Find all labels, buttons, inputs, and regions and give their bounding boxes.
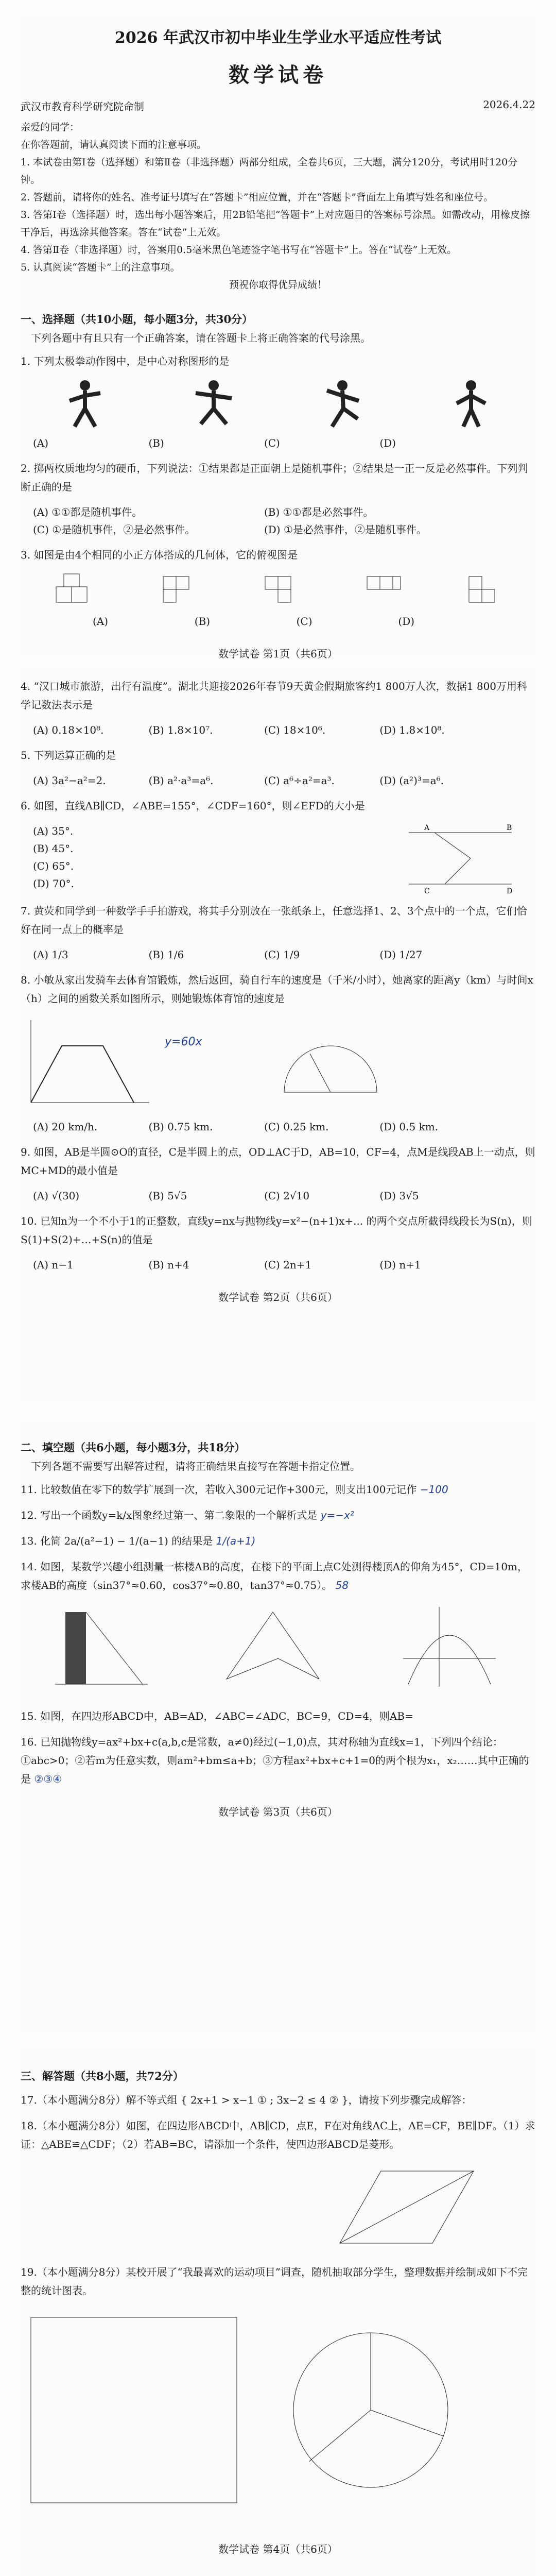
question-11 bbox=[21, 1480, 535, 1499]
q5-options bbox=[33, 772, 535, 789]
q6-option-a: (A) 35°. bbox=[33, 825, 74, 837]
view-d-icon bbox=[464, 571, 505, 607]
note-6: 预祝你取得优异成绩！ bbox=[229, 279, 327, 291]
q1-option-a: (A) bbox=[33, 437, 49, 449]
q4-option-d: (D) 1.8×10⁸. bbox=[379, 724, 445, 736]
q8-distance-time-graph-icon bbox=[21, 1015, 154, 1108]
q10-option-a: (A) n−1 bbox=[33, 1259, 74, 1271]
q4-option-b: (B) 1.8×10⁷. bbox=[148, 724, 213, 736]
q2-options bbox=[33, 503, 535, 538]
note-0: 在你答题前，请认真阅读下面的注意事项。 bbox=[21, 139, 207, 150]
q14-answer: 58 bbox=[335, 1579, 349, 1591]
question-18: 18.（本小题满分8分）如图，在四边形ABCD中，AB∥CD，点E，F在对角线AC上，AE=CF，BE∥DF。（1）求证：△ABE≌△CDF；（2）若AB=BC，请添加一个条件，使四边形ABCD是菱形。 bbox=[21, 2120, 535, 2150]
q7-option-a: (A) 1/3 bbox=[33, 948, 68, 961]
note-5: 5. 认真阅读“答题卡”上的注意事项。 bbox=[21, 262, 180, 273]
exam-notes bbox=[21, 118, 535, 294]
question-5: 5. 下列运算正确的是 bbox=[21, 749, 116, 761]
exam-sheet-4 bbox=[21, 2050, 535, 2576]
note-3: 3. 答第Ⅰ卷（选择题）时，选出每小题答案后，用2B铅笔把“答题卡”上对应题目的答案标号涂黑。如需改动，用橡皮擦干净后，再选涂其他答案。答在“试卷”上无效。 bbox=[21, 209, 530, 238]
page-3-footer: 数学试卷 第3页（共6页） bbox=[218, 1806, 338, 1818]
question-13 bbox=[21, 1532, 535, 1550]
question-6: 6. 如图，直线AB∥CD，∠ABE=155°，∠CDF=160°，则∠EFD的大小是 bbox=[21, 800, 365, 812]
q10-option-d: (D) n+1 bbox=[379, 1259, 421, 1271]
question-1: 1. 下列太极拳动作图中，是中心对称图形的是 bbox=[21, 355, 230, 367]
q15-quadrilateral-figure-icon bbox=[216, 1602, 329, 1689]
q3-option-d: (D) bbox=[398, 615, 415, 628]
q3-option-b: (B) bbox=[194, 615, 211, 628]
question-19: 19.（本小题满分8分）某校开展了“我最喜欢的运动项目”调查，随机抽取部分学生，整理数据并绘制成如下不完整的统计图表。 bbox=[21, 2266, 528, 2297]
section-3-heading: 三、解答题（共8小题，共72分） bbox=[21, 2070, 184, 2082]
notes-title: 亲爱的同学： bbox=[21, 122, 80, 133]
q3-option-a: (A) bbox=[93, 615, 109, 628]
note-2: 2. 答题前，请将你的姓名、准考证号填写在“答题卡”相应位置，并在“答题卡”背面左上角填写姓名和座位号。 bbox=[21, 192, 494, 203]
q2-option-d: (D) ①是必然事件，②是随机事件。 bbox=[264, 523, 427, 536]
q7-option-b: (B) 1/6 bbox=[148, 948, 184, 961]
question-9: 9. 如图，AB是半圆⊙O的直径，C是半圆上的点，OD⊥AC于D，AB=10，CF=4，点M是线段AB上一动点，则MC+MD的最小值是 bbox=[21, 1146, 535, 1177]
q5-option-c: (C) a⁶÷a²=a³. bbox=[264, 774, 335, 787]
section-2-instructions: 下列各题不需要写出解答过程，请将正确结果直接写在答题卡指定位置。 bbox=[31, 1460, 360, 1472]
section-1-instructions: 下列各题中有且只有一个正确答案，请在答题卡上将正确答案的代号涂黑。 bbox=[31, 332, 371, 344]
page-1-footer: 数学试卷 第1页（共6页） bbox=[218, 648, 338, 660]
taichi-figure-a-icon bbox=[64, 378, 106, 429]
q14-15-figures bbox=[21, 1602, 535, 1700]
question-7: 7. 黄荧和同学到一种数学手手拍游戏，将其手分别放在一张纸条上，任意选择1、2、3个点中的一个点，它们恰好在同一点上的概率是 bbox=[21, 905, 527, 936]
q9-option-c: (C) 2√10 bbox=[264, 1190, 310, 1202]
q13-text: 13. 化简 2a/(a²−1) − 1/(a−1) 的结果是 bbox=[21, 1535, 213, 1547]
q7-options bbox=[33, 946, 535, 963]
q5-option-d: (D) (a²)³=a⁶. bbox=[379, 774, 444, 787]
q3-option-c: (C) bbox=[296, 615, 312, 628]
q6-option-d: (D) 70°. bbox=[33, 877, 74, 890]
view-b-icon bbox=[260, 571, 301, 607]
svg-text:D: D bbox=[507, 887, 513, 895]
cube-stack-icon bbox=[51, 571, 97, 607]
q1-figures bbox=[21, 378, 535, 434]
taichi-figure-b-icon bbox=[193, 378, 234, 429]
question-8: 8. 小敏从家出发骑车去体育馆锻炼，然后返回，骑自行车的速度是（千米/小时），她离家的距离y（km）与时间x（h）之间的函数关系如图所示，则她锻炼体育馆的速度是 bbox=[21, 974, 533, 1005]
section-2-heading: 二、填空题（共6小题，每小题3分，共18分） bbox=[21, 1441, 246, 1454]
q12-text: 12. 写出一个函数y=k/x图象经过第一、第二象限的一个解析式是 bbox=[21, 1509, 318, 1521]
svg-text:B: B bbox=[507, 824, 512, 832]
exam-title: 2026 年武汉市初中毕业生学业水平适应性考试 bbox=[115, 29, 441, 47]
q16-text: 16. 已知抛物线y=ax²+bx+c(a,b,c是常数，a≠0)经过(−1,0)点，其对称轴为直线x=1，下列四个结论：①abc>0；②若m为任意实数，则am²+bm≤a+b；③方程ax²+bx+c+1=0的两个根为x₁，x₂……其中正确的是 bbox=[21, 1736, 529, 1785]
q2-option-a: (A) ①①都是随机事件。 bbox=[33, 506, 143, 518]
svg-text:A: A bbox=[424, 824, 430, 832]
q10-option-c: (C) 2n+1 bbox=[264, 1259, 312, 1271]
q14-building-figure-icon bbox=[55, 1602, 148, 1689]
q3-options bbox=[93, 613, 535, 630]
question-12 bbox=[21, 1506, 535, 1524]
q8-option-c: (C) 0.25 km. bbox=[264, 1121, 329, 1133]
page-2-footer: 数学试卷 第2页（共6页） bbox=[218, 1291, 338, 1303]
exam-subject: 数学试卷 bbox=[229, 63, 327, 87]
q10-option-b: (B) n+4 bbox=[148, 1259, 189, 1271]
note-1: 1. 本试卷由第Ⅰ卷（选择题）和第Ⅱ卷（非选择题）两部分组成，全卷共6页，三大题，满分120分，考试用时120分钟。 bbox=[21, 157, 518, 185]
q9-option-b: (B) 5√5 bbox=[148, 1190, 187, 1202]
q3-figures bbox=[21, 571, 535, 613]
q6-option-b: (B) 45°. bbox=[33, 842, 74, 855]
question-2: 2. 掷两枚质地均匀的硬币，下列说法：①结果都是正面朝上是随机事件；②结果是一正一反是必然事件。下列判断正确的是 bbox=[21, 462, 528, 493]
q9-options bbox=[33, 1187, 535, 1205]
page-4-footer: 数学试卷 第4页（共6页） bbox=[218, 2543, 338, 2555]
q1-option-c: (C) bbox=[264, 437, 280, 449]
question-16 bbox=[21, 1733, 535, 1788]
q19-statistics-figure-icon bbox=[21, 2307, 484, 2523]
q7-option-c: (C) 1/9 bbox=[264, 948, 300, 961]
q5-option-b: (B) a²·a³=a⁶. bbox=[148, 774, 214, 787]
q8-handwritten-note: y=60x bbox=[165, 1036, 202, 1048]
exam-meta bbox=[21, 98, 535, 113]
q2-option-c: (C) ①是随机事件，②是必然事件。 bbox=[33, 523, 196, 536]
question-4: 4. “汉口城市旅游，出行有温度”。湖北共迎接2026年春节9天黄金假期旅客约1 800万人次，数据1 800万用科学记数法表示是 bbox=[21, 680, 528, 711]
q8-option-b: (B) 0.75 km. bbox=[148, 1121, 213, 1133]
q11-text: 11. 比较数值在零下的数学扩展到一次，若收入300元记作+300元，则支出100元记作 bbox=[21, 1483, 417, 1496]
q9-option-a: (A) √(30) bbox=[33, 1190, 80, 1202]
question-14 bbox=[21, 1557, 535, 1595]
exam-sheet-1 bbox=[21, 15, 535, 660]
taichi-figure-d-icon bbox=[450, 378, 492, 429]
view-a-icon bbox=[158, 571, 199, 607]
q1-options bbox=[33, 434, 535, 452]
q18-quadrilateral-figure-icon bbox=[329, 2161, 484, 2253]
q10-options bbox=[33, 1256, 535, 1274]
q6-options bbox=[33, 822, 187, 894]
exam-sheet-3 bbox=[21, 1422, 535, 2030]
q2-option-b: (B) ①①都是必然事件。 bbox=[264, 506, 374, 518]
svg-text:C: C bbox=[424, 887, 430, 895]
question-15: 15. 如图，在四边形ABCD中，AB=AD，∠ABC=∠ADC，BC=9，CD=4，则AB= bbox=[21, 1710, 413, 1722]
question-3: 3. 如图是由4个相同的小正方体搭成的几何体，它的俯视图是 bbox=[21, 549, 298, 561]
exam-date: 2026.4.22 bbox=[483, 98, 535, 111]
q1-option-b: (B) bbox=[148, 437, 164, 449]
q4-option-c: (C) 18×10⁶. bbox=[264, 724, 326, 736]
q9-semicircle-figure-icon bbox=[279, 1015, 382, 1108]
q8-option-d: (D) 0.5 km. bbox=[379, 1121, 439, 1133]
taichi-figure-c-icon bbox=[322, 378, 363, 429]
q16-answer: ②③④ bbox=[34, 1773, 62, 1785]
q8-option-a: (A) 20 km/h. bbox=[33, 1121, 98, 1133]
note-4: 4. 答第Ⅱ卷（非选择题）时，答案用0.5毫米黑色笔迹签字笔书写在“答题卡”上。答在“试卷”上无效。 bbox=[21, 244, 457, 256]
q1-option-d: (D) bbox=[379, 437, 396, 449]
exam-sheet-2 bbox=[21, 670, 535, 1401]
q6-parallel-lines-figure-icon bbox=[404, 822, 517, 894]
q7-option-d: (D) 1/27 bbox=[379, 948, 423, 961]
q6-option-c: (C) 65°. bbox=[33, 860, 74, 872]
question-17: 17.（本小题满分8分）解不等式组 { 2x+1 > x−1 ① ; 3x−2 ≤ 4 ② }，请按下列步骤完成解答： bbox=[21, 2094, 472, 2106]
q14-text: 14. 如图，某数学兴趣小组测量一栋楼AB的高度，在楼下的平面上点C处测得楼顶A的仰角为45°，CD=10m，求楼AB的高度（sin37°≈0.60，cos37°≈0.80，tan37°≈0.75）。 bbox=[21, 1561, 528, 1591]
q4-option-a: (A) 0.18×10⁸. bbox=[33, 724, 104, 736]
q13-answer: 1/(a+1) bbox=[216, 1535, 256, 1547]
section-1-heading: 一、选择题（共10小题，每小题3分，共30分） bbox=[21, 313, 253, 326]
view-c-icon bbox=[362, 571, 403, 607]
q16-parabola-figure-icon bbox=[398, 1602, 501, 1689]
q5-option-a: (A) 3a²−a²=2. bbox=[33, 774, 106, 787]
q8-options bbox=[33, 1118, 535, 1136]
q4-options bbox=[33, 721, 535, 739]
q9-option-d: (D) 3√5 bbox=[379, 1190, 419, 1202]
q12-answer: y=−x² bbox=[320, 1509, 354, 1521]
q11-answer: −100 bbox=[420, 1483, 448, 1496]
question-10: 10. 已知n为一个不小于1的正整数，直线y=nx与抛物线y=x²−(n+1)x+... 的两个交点所截得线段长为S(n)，则S(1)+S(2)+…+S(n)的值是 bbox=[21, 1215, 532, 1246]
exam-school: 武汉市教育科学研究院命制 bbox=[21, 100, 144, 113]
